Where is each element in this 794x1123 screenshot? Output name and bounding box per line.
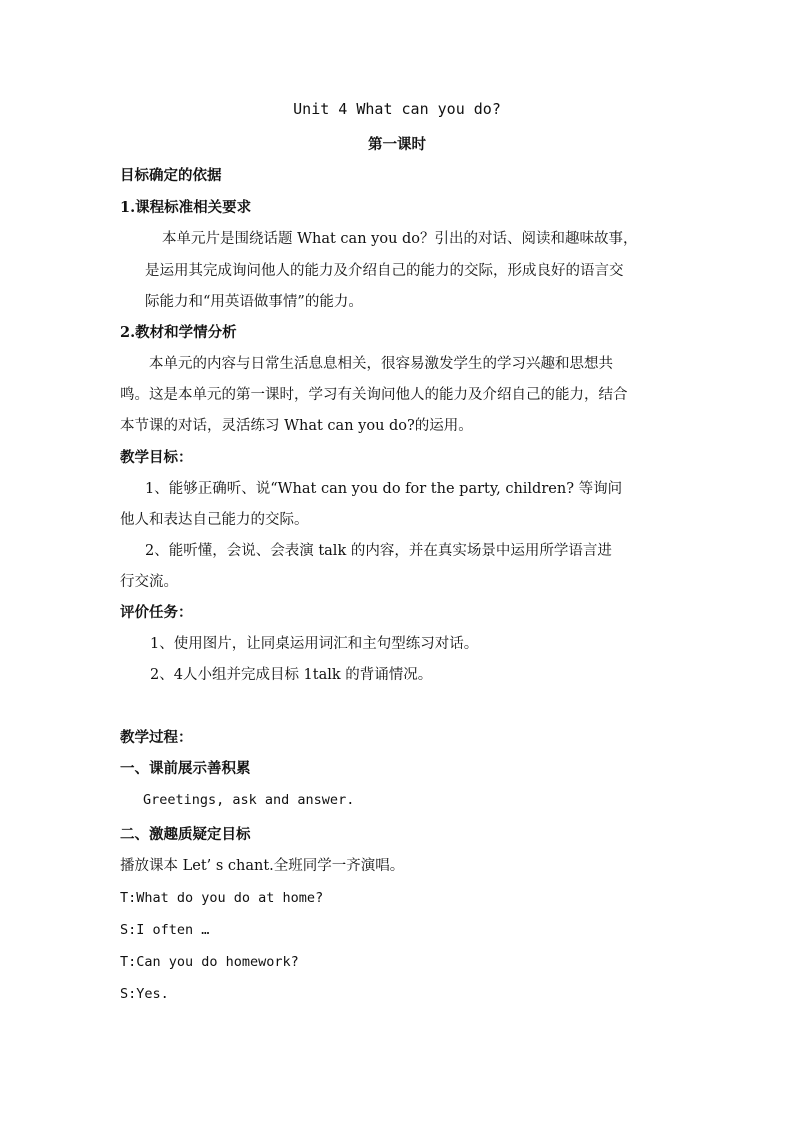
step-1-text: Greetings, ask and answer. [143, 792, 355, 808]
section-basis-heading: 目标确定的依据 [120, 167, 222, 184]
goal-1-line-1: 1、能够正确听、说“What can you do for the party, children? 等询问 [145, 481, 623, 497]
sub2-paragraph-line-3: 本节课的对话，灵活练习 What can you do?的运用。 [120, 418, 473, 434]
sub2-paragraph-line-2: 鸣。这是本单元的第一课时，学习有关询问他人的能力及介绍自己的能力，结合 [120, 387, 628, 403]
sub2-paragraph-line-1: 本单元的内容与日常生活息息相关，很容易激发学生的学习兴趣和思想共 [149, 356, 613, 372]
sub1-paragraph-line-2: 是运用其完成询问他人的能力及介绍自己的能力的交际，形成良好的语言交 [145, 263, 624, 279]
dialog-line-2: S:I often … [120, 922, 210, 938]
sub1-paragraph-line-3: 际能力和“用英语做事情”的能力。 [145, 294, 363, 310]
evaluation-task-2: 2、4人小组并完成目标 1talk 的背诵情况。 [150, 667, 433, 683]
teaching-process-heading: 教学过程： [120, 729, 193, 746]
document-title [0, 99, 794, 119]
step-1-heading: 一、课前展示善积累 [120, 760, 251, 777]
dialog-line-1: T:What do you do at home? [120, 890, 324, 906]
evaluation-tasks-heading: 评价任务： [120, 604, 193, 621]
goal-2-line-1: 2、能听懂，会说、会表演 talk 的内容，并在真实场景中运用所学语言进 [145, 543, 612, 559]
goal-1-line-2: 他人和表达自己能力的交际。 [120, 512, 309, 528]
dialog-line-4: S:Yes. [120, 986, 169, 1002]
subsection-1-heading: 1.课程标准相关要求 [120, 199, 252, 216]
evaluation-task-1: 1、使用图片，让同桌运用词汇和主句型练习对话。 [150, 636, 479, 652]
lesson-subtitle: 第一课时 [368, 136, 426, 153]
goal-2-line-2: 行交流。 [120, 574, 178, 590]
teaching-goals-heading: 教学目标： [120, 449, 193, 466]
step-2-heading: 二、激趣质疑定目标 [120, 826, 251, 843]
sub1-paragraph-line-1: 本单元片是围绕话题 What can you do？引出的对话、阅读和趣味故事， [162, 231, 638, 247]
step-2-text: 播放课本 Let’ s chant.全班同学一齐演唱。 [120, 858, 405, 874]
dialog-line-3: T:Can you do homework? [120, 954, 299, 970]
subsection-2-heading: 2.教材和学情分析 [120, 324, 237, 341]
title-text: Unit 4 What can you do? [293, 100, 501, 118]
